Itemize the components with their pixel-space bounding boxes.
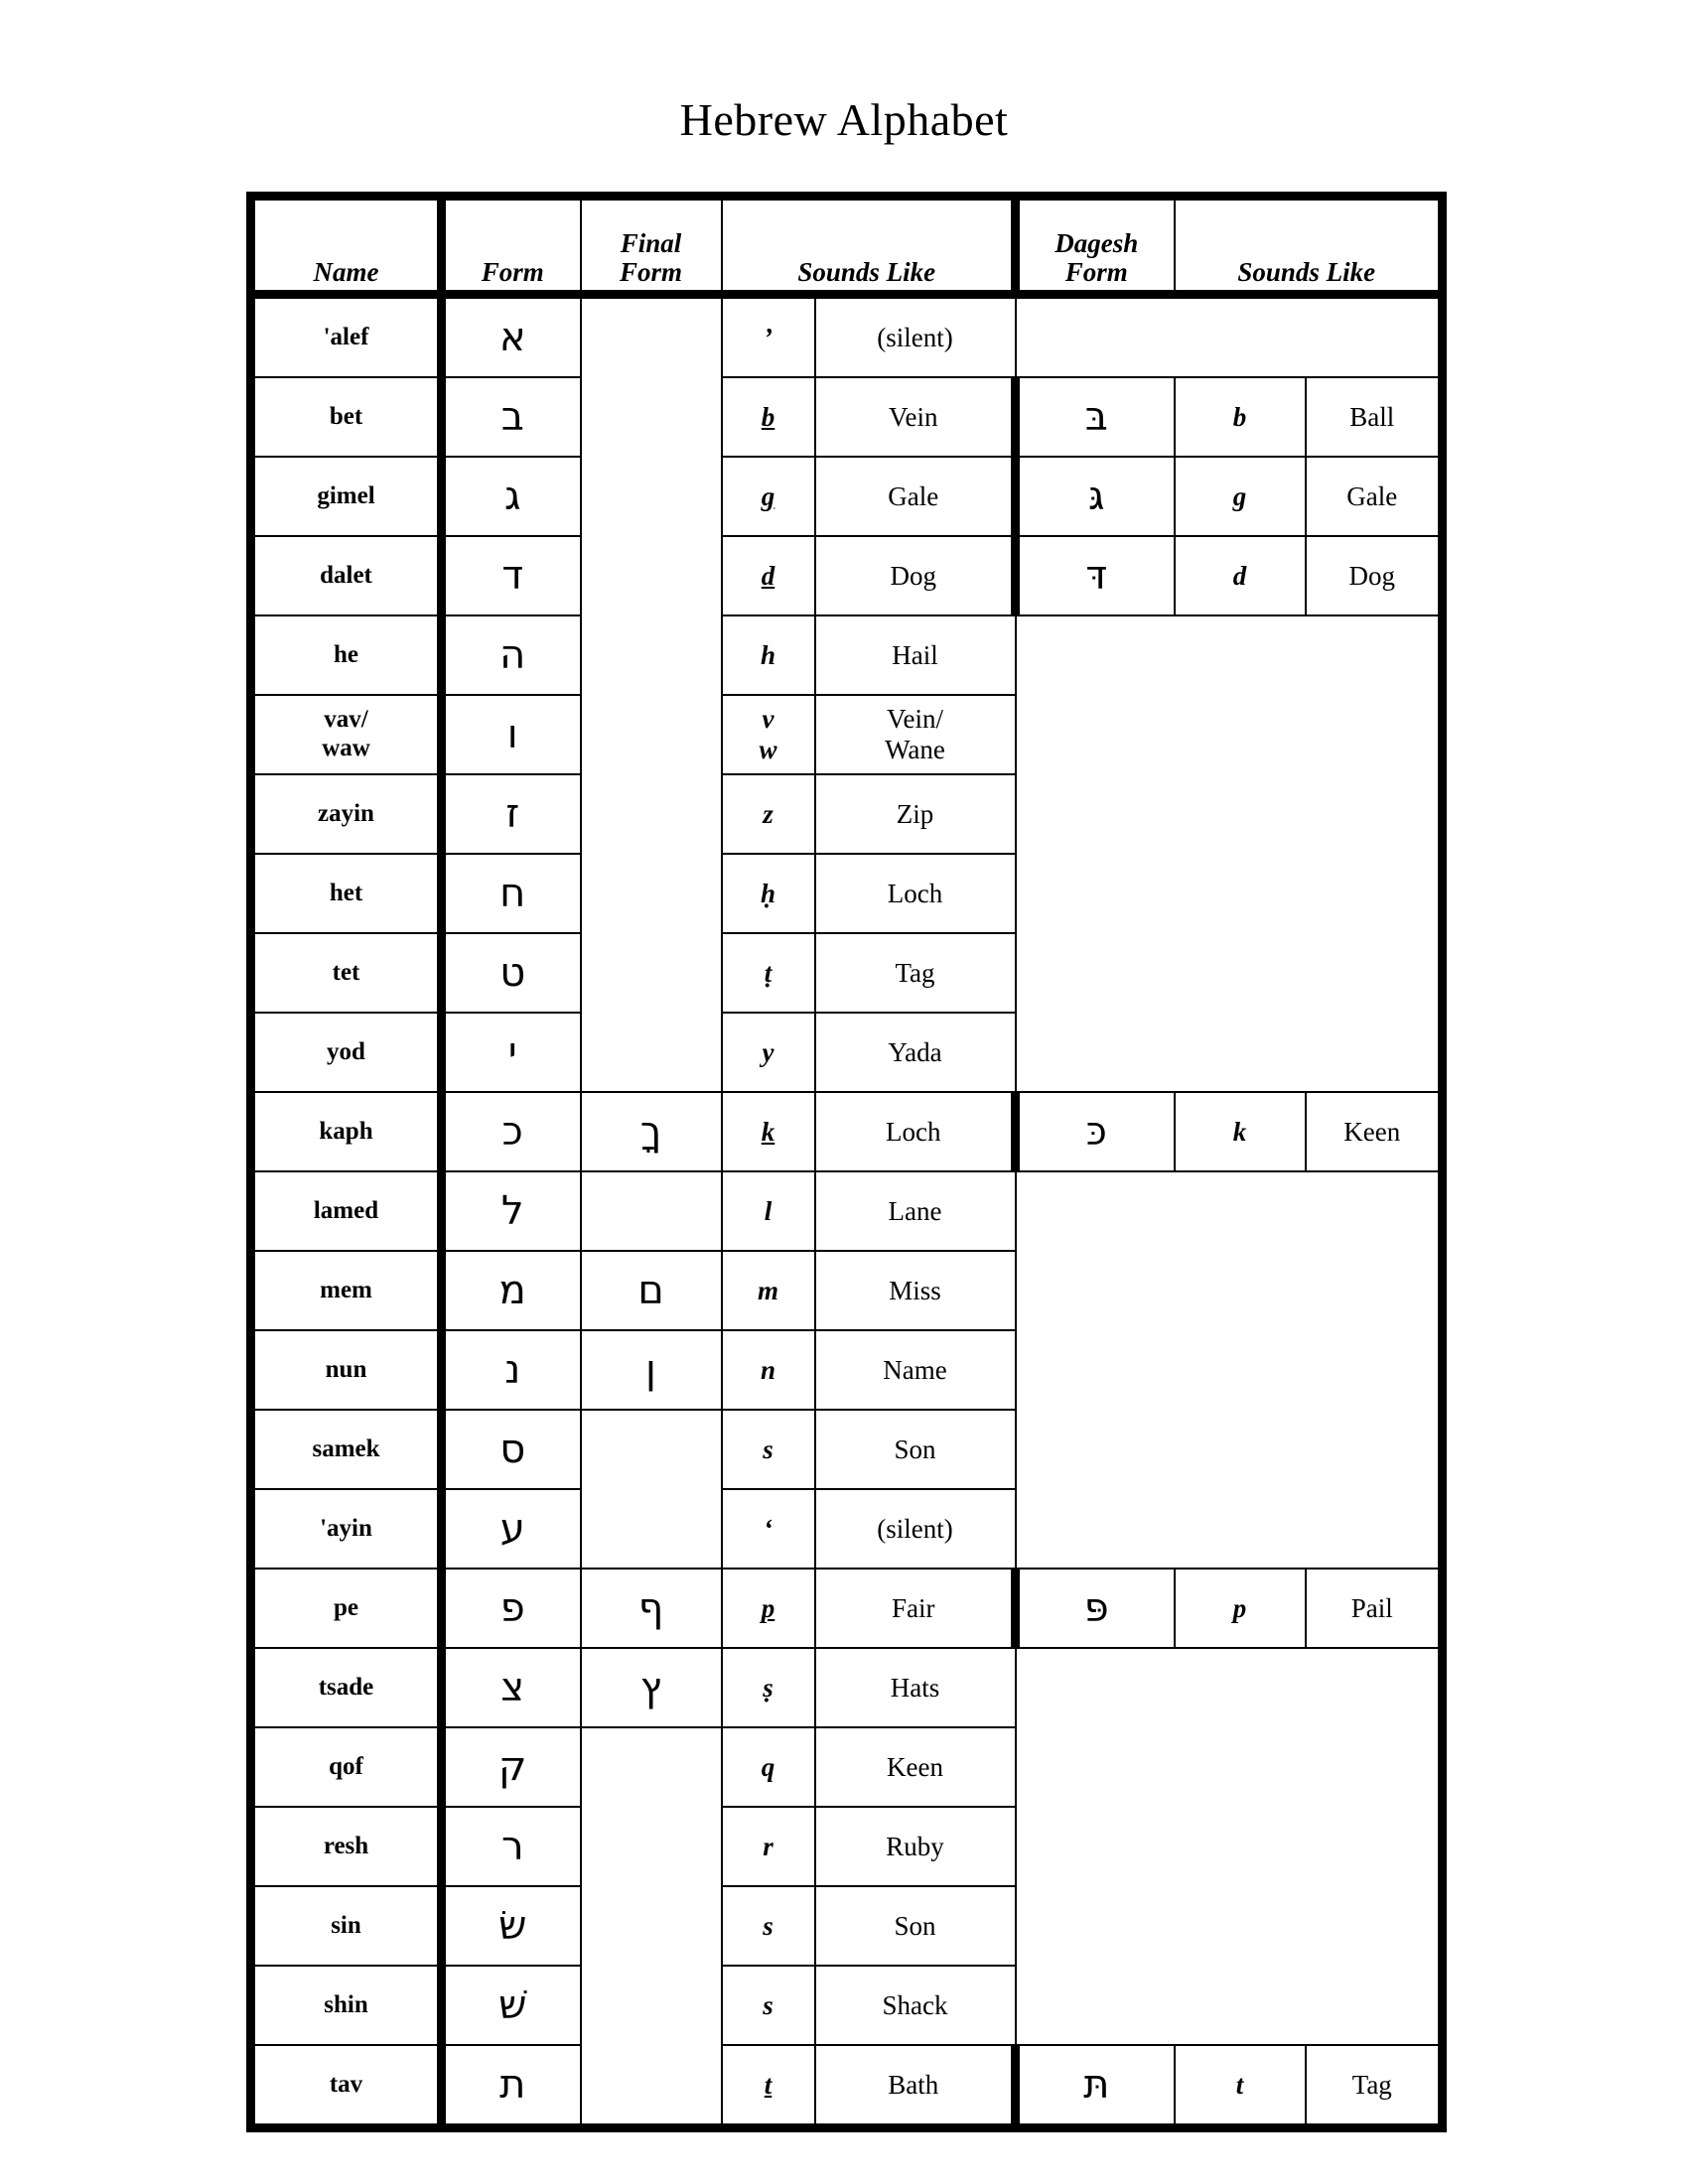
cell-dagesh-sound-symbol xyxy=(1175,1092,1306,1171)
cell-hebrew-form xyxy=(442,1648,581,1727)
table-row xyxy=(251,1569,1443,1648)
dagesh-sounds-like-word: Gale xyxy=(1346,480,1398,511)
cell-hebrew-form xyxy=(442,536,581,615)
cell-sound-symbol xyxy=(722,2045,815,2128)
cell-sound-symbol xyxy=(722,1092,815,1171)
cell-sound-symbol xyxy=(722,1648,815,1727)
hebrew-letter-glyph: ע xyxy=(499,1506,525,1552)
column-header-sounds-like-label: Sounds Like xyxy=(797,256,936,287)
cell-hebrew-form xyxy=(442,1092,581,1171)
table-row xyxy=(251,1092,1443,1171)
cell-sounds-like xyxy=(815,1648,1016,1727)
sounds-like-word: Dog xyxy=(890,560,936,591)
hebrew-letter-glyph: ר xyxy=(500,1824,524,1869)
cell-dagesh-sounds-like xyxy=(1306,377,1443,457)
cell-dagesh-empty xyxy=(1016,1648,1443,2045)
cell-dagesh-sound-symbol xyxy=(1175,536,1306,615)
hebrew-final-letter-glyph: ךָ xyxy=(639,1109,662,1155)
cell-hebrew-final-form xyxy=(581,1410,722,1569)
sounds-like-word: Ruby xyxy=(886,1831,944,1861)
column-header-name xyxy=(251,197,442,295)
table-row xyxy=(251,2045,1443,2128)
cell-sounds-like xyxy=(815,1410,1016,1489)
cell-sounds-like xyxy=(815,1886,1016,1966)
table-row xyxy=(251,457,1443,536)
hebrew-letter-glyph: ל xyxy=(500,1188,524,1234)
table-row xyxy=(251,536,1443,615)
sound-symbol: ṭ xyxy=(764,957,773,988)
hebrew-dagesh-glyph: תּ xyxy=(1083,2062,1110,2108)
sound-symbol: b xyxy=(761,401,775,432)
cell-sounds-like xyxy=(815,933,1016,1013)
hebrew-letter-glyph: ט xyxy=(499,950,526,996)
cell-dagesh-form xyxy=(1016,457,1175,536)
cell-sounds-like xyxy=(815,1013,1016,1092)
cell-sound-symbol xyxy=(722,457,815,536)
cell-letter-name: nun xyxy=(251,1330,442,1410)
cell-sound-symbol xyxy=(722,536,815,615)
hebrew-final-letter-glyph: ם xyxy=(637,1268,664,1313)
cell-hebrew-form xyxy=(442,377,581,457)
dagesh-sounds-like-word: Dog xyxy=(1348,560,1396,591)
cell-dagesh-sound-symbol xyxy=(1175,2045,1306,2128)
cell-sounds-like xyxy=(815,1092,1016,1171)
cell-hebrew-form xyxy=(442,615,581,695)
column-header-name-label: Name xyxy=(313,256,379,287)
cell-sounds-like xyxy=(815,774,1016,854)
cell-sound-symbol xyxy=(722,1966,815,2045)
cell-dagesh-empty xyxy=(1016,295,1443,378)
table-row xyxy=(251,615,1443,695)
cell-hebrew-form xyxy=(442,1727,581,1807)
hebrew-dagesh-glyph: גּ xyxy=(1088,474,1105,519)
sounds-like-word: Son xyxy=(894,1910,936,1941)
hebrew-letter-glyph: ו xyxy=(506,712,518,757)
sound-symbol-line2: w xyxy=(759,735,777,764)
cell-sound-symbol xyxy=(722,1807,815,1886)
sound-symbol: r xyxy=(763,1831,774,1861)
cell-letter-name: tav xyxy=(251,2045,442,2128)
table-row xyxy=(251,1648,1443,1727)
dagesh-sound-symbol: b xyxy=(1232,401,1247,432)
dagesh-sound-symbol: t xyxy=(1235,2069,1244,2100)
cell-letter-name: qof xyxy=(251,1727,442,1807)
cell-letter-name: sin xyxy=(251,1886,442,1966)
table-row xyxy=(251,1171,1443,1251)
sound-symbol: h xyxy=(760,639,776,670)
sound-symbol: g xyxy=(761,480,775,511)
cell-hebrew-final-form xyxy=(581,1569,722,1648)
sound-symbol: ‘ xyxy=(764,1513,773,1544)
cell-sound-symbol xyxy=(722,1569,815,1648)
cell-dagesh-form xyxy=(1016,536,1175,615)
sounds-like-word: Loch xyxy=(886,1116,941,1147)
hebrew-letter-glyph: שׁ xyxy=(498,1982,527,2028)
sounds-like-word: Loch xyxy=(887,878,943,908)
sound-symbol: z xyxy=(763,798,774,829)
cell-sound-symbol xyxy=(722,1727,815,1807)
cell-sound-symbol xyxy=(722,695,815,774)
cell-sounds-like xyxy=(815,2045,1016,2128)
hebrew-letter-glyph: כ xyxy=(501,1109,523,1155)
sound-symbol: ṣ xyxy=(763,1672,774,1703)
sound-symbol: k xyxy=(761,1116,775,1147)
cell-sound-symbol xyxy=(722,377,815,457)
sounds-like-word: Hail xyxy=(892,639,938,670)
sound-symbol: ḥ xyxy=(760,878,776,908)
hebrew-letter-glyph: ת xyxy=(499,2062,526,2108)
cell-hebrew-form xyxy=(442,854,581,933)
hebrew-dagesh-glyph: בּ xyxy=(1084,394,1108,440)
cell-letter-name: gimel xyxy=(251,457,442,536)
cell-letter-name: he xyxy=(251,615,442,695)
hebrew-letter-glyph: צ xyxy=(500,1665,525,1710)
cell-sound-symbol xyxy=(722,774,815,854)
cell-letter-name: lamed xyxy=(251,1171,442,1251)
cell-sounds-like xyxy=(815,1171,1016,1251)
cell-letter-name: samek xyxy=(251,1410,442,1489)
cell-hebrew-form xyxy=(442,295,581,378)
sounds-like-word: Bath xyxy=(888,2069,939,2100)
cell-dagesh-sounds-like xyxy=(1306,457,1443,536)
cell-hebrew-form xyxy=(442,1966,581,2045)
table-row xyxy=(251,295,1443,378)
cell-sound-symbol xyxy=(722,933,815,1013)
cell-letter-name: 'ayin xyxy=(251,1489,442,1569)
dagesh-sounds-like-word: Pail xyxy=(1350,1592,1393,1623)
dagesh-sounds-like-word: Keen xyxy=(1343,1116,1401,1147)
cell-hebrew-form xyxy=(442,1171,581,1251)
cell-letter-name: zayin xyxy=(251,774,442,854)
cell-letter-name: shin xyxy=(251,1966,442,2045)
cell-sounds-like xyxy=(815,1489,1016,1569)
cell-dagesh-empty xyxy=(1016,1171,1443,1569)
cell-sound-symbol xyxy=(722,295,815,378)
cell-sounds-like xyxy=(815,1330,1016,1410)
cell-hebrew-form xyxy=(442,933,581,1013)
page-title: Hebrew Alphabet xyxy=(679,94,1009,145)
hebrew-letter-glyph: א xyxy=(498,315,526,360)
sound-symbol: t xyxy=(764,2069,773,2100)
cell-dagesh-sounds-like xyxy=(1306,536,1443,615)
cell-letter-name: het xyxy=(251,854,442,933)
cell-sound-symbol xyxy=(722,1410,815,1489)
cell-letter-name: yod xyxy=(251,1013,442,1092)
sounds-like-word: Fair xyxy=(892,1592,935,1623)
hebrew-letter-glyph: שׂ xyxy=(498,1903,527,1949)
cell-sounds-like xyxy=(815,1727,1016,1807)
hebrew-letter-glyph: ק xyxy=(498,1744,527,1790)
hebrew-dagesh-glyph: דּ xyxy=(1085,553,1108,599)
sounds-like-word: Zip xyxy=(896,798,934,829)
cell-letter-name: pe xyxy=(251,1569,442,1648)
dagesh-sound-symbol: d xyxy=(1232,560,1247,591)
hebrew-letter-glyph: י xyxy=(507,1029,517,1075)
cell-sound-symbol xyxy=(722,1886,815,1966)
cell-sounds-like xyxy=(815,695,1016,774)
cell-hebrew-form xyxy=(442,1330,581,1410)
sounds-like-word: Miss xyxy=(889,1275,941,1305)
hebrew-final-letter-glyph: ץ xyxy=(639,1665,662,1710)
hebrew-letter-glyph: פ xyxy=(499,1585,525,1631)
hebrew-alphabet-table xyxy=(246,192,1447,2132)
cell-dagesh-sounds-like xyxy=(1306,2045,1443,2128)
column-header-dagesh-form-line1: Dagesh xyxy=(1055,228,1139,259)
cell-letter-name: tet xyxy=(251,933,442,1013)
cell-dagesh-form xyxy=(1016,1569,1175,1648)
cell-sound-symbol xyxy=(722,1251,815,1330)
cell-sounds-like xyxy=(815,1251,1016,1330)
cell-dagesh-form xyxy=(1016,2045,1175,2128)
cell-sounds-like xyxy=(815,457,1016,536)
hebrew-final-letter-glyph: ן xyxy=(645,1347,656,1393)
dagesh-sounds-like-word: Ball xyxy=(1349,401,1395,432)
cell-hebrew-final-form xyxy=(581,295,722,1093)
sound-symbol: s xyxy=(763,1910,774,1941)
table-body xyxy=(251,295,1443,2128)
cell-hebrew-form xyxy=(442,774,581,854)
cell-hebrew-form xyxy=(442,2045,581,2128)
cell-letter-name-line1: vav/ xyxy=(324,706,368,734)
column-header-dagesh-form xyxy=(1016,197,1175,295)
sound-symbol: d xyxy=(761,560,775,591)
cell-dagesh-sounds-like xyxy=(1306,1092,1443,1171)
column-header-dagesh-form-label xyxy=(1020,229,1174,286)
sound-symbol: l xyxy=(764,1195,773,1226)
cell-letter-name: bet xyxy=(251,377,442,457)
sounds-like-word: (silent) xyxy=(877,322,953,352)
sounds-like-line2: Wane xyxy=(885,735,945,764)
sound-symbol: n xyxy=(760,1354,776,1385)
sounds-like-word: Tag xyxy=(895,957,935,988)
cell-dagesh-sounds-like xyxy=(1306,1569,1443,1648)
hebrew-letter-glyph: ח xyxy=(499,871,526,916)
cell-sound-symbol xyxy=(722,1171,815,1251)
sounds-like-line1: Vein/ xyxy=(887,703,943,734)
column-header-dagesh-sounds-like xyxy=(1175,197,1443,295)
cell-sound-symbol xyxy=(722,1013,815,1092)
cell-hebrew-final-form xyxy=(581,1648,722,1727)
cell-hebrew-form xyxy=(442,457,581,536)
cell-hebrew-form xyxy=(442,1569,581,1648)
cell-sounds-like xyxy=(815,615,1016,695)
sounds-like-word: Name xyxy=(883,1354,947,1385)
cell-hebrew-form xyxy=(442,1410,581,1489)
hebrew-letter-glyph: ה xyxy=(499,632,526,678)
column-header-sounds-like xyxy=(722,197,1016,295)
cell-dagesh-form xyxy=(1016,1092,1175,1171)
sound-symbol: s xyxy=(763,1433,774,1464)
sounds-like-word: Lane xyxy=(888,1195,942,1226)
cell-hebrew-form xyxy=(442,1807,581,1886)
cell-hebrew-final-form xyxy=(581,1251,722,1330)
cell-sounds-like xyxy=(815,536,1016,615)
column-header-final-form-label xyxy=(582,229,721,286)
sounds-like-word: Yada xyxy=(888,1036,942,1067)
column-header-dagesh-sounds-like-label: Sounds Like xyxy=(1237,256,1376,287)
cell-hebrew-final-form xyxy=(581,1727,722,2128)
column-header-dagesh-form-line2: Form xyxy=(1064,256,1128,287)
cell-hebrew-form xyxy=(442,695,581,774)
sounds-like-word: (silent) xyxy=(877,1513,953,1544)
column-header-final-form-line2: Form xyxy=(619,256,683,287)
sounds-like-word: Shack xyxy=(882,1989,948,2020)
cell-letter-name: tsade xyxy=(251,1648,442,1727)
sounds-like-word: Gale xyxy=(888,480,939,511)
cell-hebrew-form xyxy=(442,1013,581,1092)
table-head xyxy=(251,197,1443,295)
cell-sounds-like xyxy=(815,377,1016,457)
cell-letter-name-line2: waw xyxy=(322,735,370,761)
sound-symbol: q xyxy=(761,1751,775,1782)
cell-dagesh-empty xyxy=(1016,615,1443,1092)
cell-sounds-like xyxy=(815,1569,1016,1648)
cell-hebrew-form xyxy=(442,1489,581,1569)
cell-dagesh-form xyxy=(1016,377,1175,457)
dagesh-sound-symbol: k xyxy=(1232,1116,1247,1147)
cell-letter-name: 'alef xyxy=(251,295,442,378)
cell-dagesh-sound-symbol xyxy=(1175,1569,1306,1648)
cell-sounds-like xyxy=(815,295,1016,378)
cell-letter-name xyxy=(251,695,442,774)
dagesh-sound-symbol: p xyxy=(1232,1592,1247,1623)
hebrew-letter-glyph: ס xyxy=(499,1427,526,1472)
hebrew-letter-glyph: ב xyxy=(500,394,524,440)
table-row xyxy=(251,377,1443,457)
hebrew-dagesh-glyph: כּ xyxy=(1085,1109,1107,1155)
column-header-form-label: Form xyxy=(481,256,544,287)
cell-dagesh-sound-symbol xyxy=(1175,377,1306,457)
cell-sound-symbol xyxy=(722,854,815,933)
hebrew-letter-glyph: ג xyxy=(504,474,521,519)
sounds-like-word: Vein xyxy=(889,401,938,432)
cell-sounds-like xyxy=(815,854,1016,933)
hebrew-alphabet-table-wrapper xyxy=(246,192,1438,2132)
cell-letter-name: kaph xyxy=(251,1092,442,1171)
column-header-form xyxy=(442,197,581,295)
sound-symbol: p xyxy=(761,1592,775,1623)
hebrew-letter-glyph: ז xyxy=(505,791,520,837)
column-header-final-form-line1: Final xyxy=(620,228,682,259)
cell-hebrew-form xyxy=(442,1251,581,1330)
sound-symbol: ’ xyxy=(764,322,773,352)
sound-symbol-line1: v xyxy=(762,703,774,734)
hebrew-letter-glyph: ד xyxy=(501,553,524,599)
hebrew-letter-glyph: נ xyxy=(504,1347,521,1393)
hebrew-letter-glyph: מ xyxy=(498,1268,526,1313)
cell-hebrew-final-form xyxy=(581,1092,722,1171)
column-header-final-form xyxy=(581,197,722,295)
cell-letter-name: mem xyxy=(251,1251,442,1330)
dagesh-sounds-like-word: Tag xyxy=(1351,2069,1392,2100)
sounds-like-word: Son xyxy=(894,1433,936,1464)
sound-symbol: y xyxy=(762,1036,774,1067)
cell-sound-symbol xyxy=(722,1330,815,1410)
hebrew-final-letter-glyph: ף xyxy=(637,1585,664,1631)
cell-letter-name: dalet xyxy=(251,536,442,615)
sound-symbol: m xyxy=(757,1275,778,1305)
cell-hebrew-final-form xyxy=(581,1171,722,1251)
sounds-like-word: Keen xyxy=(887,1751,943,1782)
cell-sounds-like xyxy=(815,1807,1016,1886)
cell-hebrew-final-form xyxy=(581,1330,722,1410)
cell-hebrew-form xyxy=(442,1886,581,1966)
header-row xyxy=(251,197,1443,295)
cell-dagesh-sound-symbol xyxy=(1175,457,1306,536)
cell-sound-symbol xyxy=(722,1489,815,1569)
dagesh-sound-symbol: g xyxy=(1232,480,1247,511)
sound-symbol: s xyxy=(763,1989,774,2020)
sounds-like-word: Hats xyxy=(890,1672,940,1703)
hebrew-dagesh-glyph: פּ xyxy=(1083,1585,1109,1631)
cell-letter-name: resh xyxy=(251,1807,442,1886)
cell-sound-symbol xyxy=(722,615,815,695)
cell-sounds-like xyxy=(815,1966,1016,2045)
